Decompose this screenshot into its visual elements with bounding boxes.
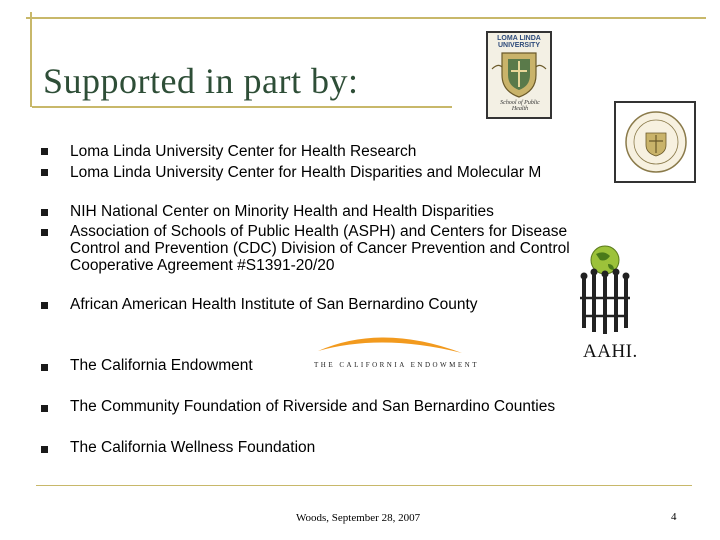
item-community-foundation: The Community Foundation of Riverside and San Bernardino Counties <box>70 398 556 415</box>
bullet-icon <box>41 364 48 371</box>
aahi-wordmark: AAHI. <box>583 341 638 362</box>
title-underline <box>32 106 452 108</box>
seal-icon <box>616 103 694 181</box>
llu-school: School of Public Health <box>500 100 540 112</box>
llu-crest-logo <box>486 31 552 119</box>
llu-name: LOMA LINDA UNIVERSITY <box>497 35 541 49</box>
bullet-icon <box>41 446 48 453</box>
frame-left-rule <box>30 12 32 107</box>
item-llu-research: Loma Linda University Center for Health Research <box>70 143 417 160</box>
bullet-icon <box>41 302 48 309</box>
item-asph-line2: Control and Prevention (CDC) Division of Cancer Prevention and Control <box>70 240 570 257</box>
bullet-icon <box>41 148 48 155</box>
bullet-icon <box>41 209 48 216</box>
item-asph-line1: Association of Schools of Public Health (ASPH) and Centers for Disease <box>70 223 568 240</box>
aahi-globe-icon <box>570 238 640 348</box>
endowment-name: THE CALIFORNIA ENDOWMENT <box>314 361 479 369</box>
item-aahi: African American Health Institute of San Bernardino County <box>70 296 478 313</box>
footer-rule <box>36 485 692 486</box>
item-cal-endowment: The California Endowment <box>70 357 253 374</box>
bullet-icon <box>41 405 48 412</box>
slide-title: Supported in part by: <box>43 61 359 101</box>
item-nih: NIH National Center on Minority Health and Health Disparities <box>70 203 494 220</box>
item-asph-line3: Cooperative Agreement #S1391-20/20 <box>70 257 335 274</box>
bullet-icon <box>41 229 48 236</box>
crest-shield-icon <box>488 49 550 99</box>
item-wellness-foundation: The California Wellness Foundation <box>70 439 316 456</box>
bullet-icon <box>41 169 48 176</box>
page-number: 4 <box>671 511 677 523</box>
frame-top-rule <box>26 17 706 19</box>
university-seal-logo <box>614 101 696 183</box>
item-llu-disparities: Loma Linda University Center for Health Disparities and Molecular M <box>70 164 542 181</box>
footer-date: Woods, September 28, 2007 <box>296 512 421 524</box>
